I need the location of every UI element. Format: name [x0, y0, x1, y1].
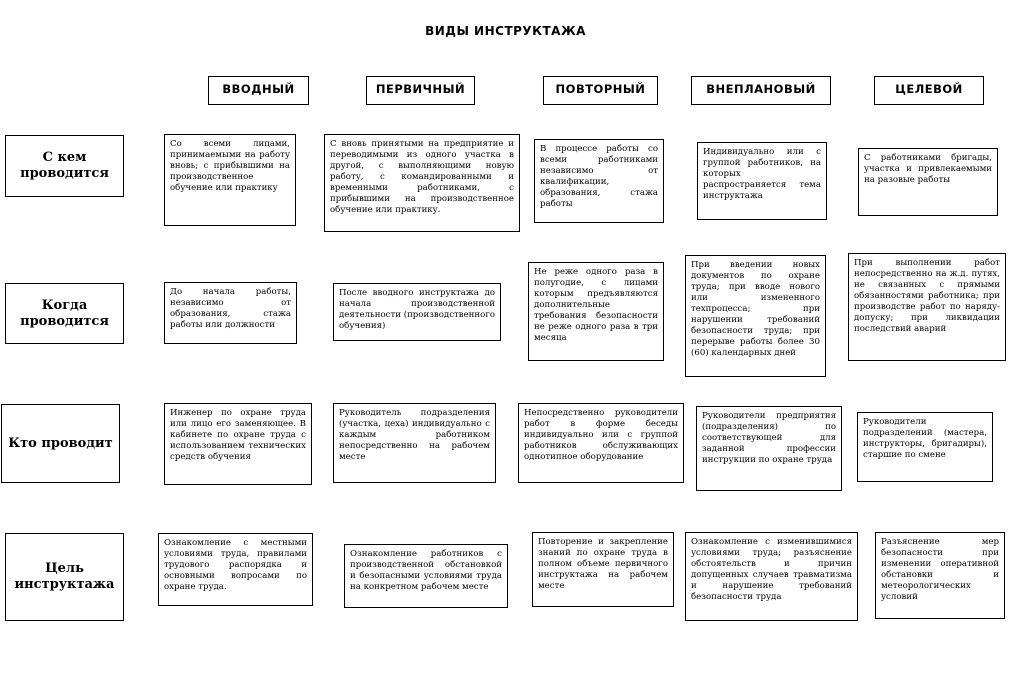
row-header-purpose: Цель инструктажа — [5, 533, 124, 621]
cell-vvodny-when: До начала работы, независимо от образования, стажа работы или должности — [164, 282, 297, 344]
row-header-with-whom: С кем проводится — [5, 135, 124, 197]
cell-vvodny-with-whom: Со всеми лицами, принимаемыми на работу вновь; с прибывшими на производственное обучение или практику — [164, 134, 296, 226]
column-header-tselevoy: ЦЕЛЕВОЙ — [874, 76, 984, 105]
cell-tselevoy-when: При выполнении работ непосредственно на ж.д. путях, не связанных с прямыми обязанностями работника; при производстве работ по наряду-допуску; при ликвидации последствий аварий — [848, 253, 1006, 361]
column-header-vvodny: ВВОДНЫЙ — [208, 76, 309, 105]
cell-tselevoy-who: Руководители подразделений (мастера, инструкторы, бригадиры), старшие по смене — [857, 412, 993, 482]
cell-vvodny-who: Инженер по охране труда или лицо его заменяющее. В кабинете по охране труда с использованием технических средств обучения — [164, 403, 312, 485]
cell-vneplanovy-who: Руководители предприятия (подразделения) по соответствующей для заданной профессии инструкции по охране труда — [696, 406, 842, 491]
cell-povtorny-purpose: Повторение и закрепление знаний по охране труда в полном объеме первичного инструктажа на рабочем месте — [532, 532, 674, 607]
cell-pervichny-who: Руководитель подразделения (участка, цеха) индивидуально с каждым работником непосредственно на рабочем месте — [333, 403, 496, 483]
cell-vneplanovy-with-whom: Индивидуально или с группой работников, на которых распространяется тема инструктажа — [697, 142, 827, 220]
cell-pervichny-with-whom: С вновь принятыми на предприятие и переводимыми из одного участка в другой, с выполняющими новую работу, с командированными и временными работниками, с прибывшими на производственное обучение или практику. — [324, 134, 520, 232]
column-header-pervichny: ПЕРВИЧНЫЙ — [366, 76, 475, 105]
cell-vneplanovy-purpose: Ознакомление с изменившимися условиями труда; разъяснение обстоятельств и причин допущенных случаев травматизма и нарушение требований безопасности труда — [685, 532, 858, 621]
row-header-who: Кто проводит — [1, 404, 120, 483]
diagram-title: ВИДЫ ИНСТРУКТАЖА — [425, 24, 586, 38]
cell-vvodny-purpose: Ознакомление с местными условиями труда, правилами трудового распорядка и основными вопросами по охране труда. — [158, 533, 313, 606]
row-header-when: Когда проводится — [5, 283, 124, 344]
cell-pervichny-purpose: Ознакомление работников с производственной обстановкой и безопасными условиями труда на конкретном рабочем месте — [344, 544, 508, 608]
cell-povtorny-with-whom: В процессе работы со всеми работниками независимо от квалификации, образования, стажа работы — [534, 139, 664, 223]
cell-tselevoy-with-whom: С работниками бригады, участка и привлекаемыми на разовые работы — [858, 148, 998, 216]
column-header-povtorny: ПОВТОРНЫЙ — [543, 76, 658, 105]
cell-povtorny-who: Непосредственно руководители работ в форме беседы индивидуально или с группой работников обслуживающих однотипное оборудование — [518, 403, 684, 483]
column-header-vneplanovy: ВНЕПЛАНОВЫЙ — [691, 76, 831, 105]
cell-vneplanovy-when: При введении новых документов по охране труда; при вводе нового или измененного техпроцесса; при нарушении требований безопасности труда; при перерыве работы более 30 (60) календарных дней — [685, 255, 826, 377]
cell-povtorny-when: Не реже одного раза в полугодие, с лицами которым предъявляются дополнительные требования безопасности не реже одного раза в три месяца — [528, 262, 664, 361]
cell-tselevoy-purpose: Разъяснение мер безопасности при изменении оперативной обстановки и метеорологических условий — [875, 532, 1005, 619]
cell-pervichny-when: После вводного инструктажа до начала производственной деятельности (производственного обучения) — [333, 283, 501, 341]
